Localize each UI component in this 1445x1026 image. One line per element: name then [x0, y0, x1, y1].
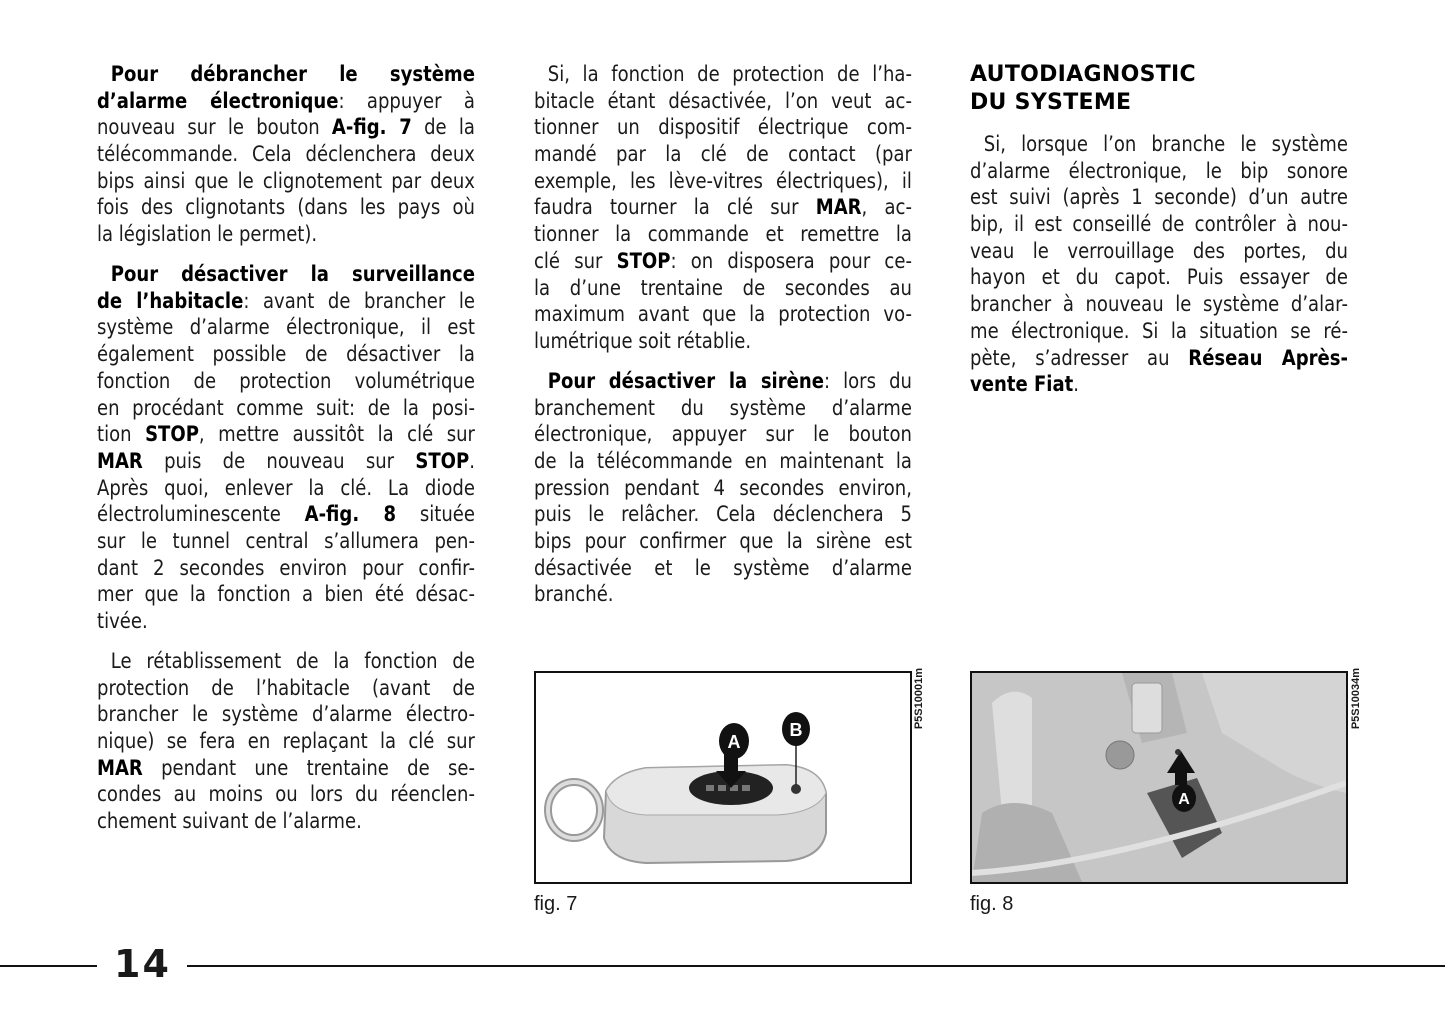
text-line — [97, 501, 475, 528]
text-line — [97, 448, 475, 475]
body-text: brancher à nouveau le système d’alar- — [970, 292, 1348, 317]
bold-text: STOP — [415, 448, 470, 473]
paragraph — [534, 61, 912, 355]
figure-7-code: P5S10001m — [913, 668, 925, 730]
text-line — [534, 475, 912, 502]
body-text: pète, s’adresser au — [970, 345, 1189, 370]
text-line — [97, 114, 475, 141]
text-line — [97, 221, 475, 248]
text-line — [97, 288, 475, 315]
column-3 — [970, 61, 1348, 411]
text-line — [534, 275, 912, 302]
body-text: est suivi (après 1 seconde) d’un autre — [970, 185, 1348, 210]
text-line — [534, 141, 912, 168]
body-text: pendant une trentaine de se- — [142, 755, 475, 780]
remote-key-fob-illustration — [536, 673, 910, 882]
body-text: nique) se fera en replaçant la clé sur — [97, 729, 475, 754]
bold-text: Réseau Après- — [1188, 345, 1348, 370]
bold-text: Pour désactiver la sirène — [547, 368, 824, 393]
heading-line: AUTODIAGNOSTIC — [970, 62, 1196, 87]
heading-line: DU SYSTEME — [970, 90, 1132, 115]
body-text: veau le verrouillage des portes, du — [970, 238, 1348, 263]
central-tunnel-photo — [972, 673, 1346, 882]
text-line — [970, 238, 1348, 265]
body-text: , mettre aussitôt la clé sur — [198, 422, 475, 447]
body-text: pression pendant 4 secondes environ, — [534, 475, 912, 500]
text-line — [970, 264, 1348, 291]
paragraph — [97, 648, 475, 835]
text-line — [97, 728, 475, 755]
text-line — [97, 675, 475, 702]
bold-text: A-fig. 8 — [304, 502, 397, 527]
body-text: télécommande. Cela déclenchera deux — [97, 142, 475, 167]
text-line — [97, 261, 475, 288]
text-line — [534, 168, 912, 195]
body-text: : avant de brancher le — [243, 288, 475, 313]
body-text: électroluminescente — [97, 502, 305, 527]
body-text: me électronique. Si la situation se ré- — [970, 318, 1348, 343]
figure-8-caption: fig. 8 — [970, 893, 1014, 915]
page-number: 14 — [114, 942, 171, 986]
text-line — [534, 301, 912, 328]
body-text: tionner la commande et remettre la — [534, 222, 912, 247]
body-text: : on disposera pour ce- — [670, 248, 912, 273]
bold-text: A-fig. 7 — [331, 115, 412, 140]
body-text: située — [396, 502, 475, 527]
body-text: la d’une trentaine de secondes au — [534, 275, 912, 300]
figure-7-caption: fig. 7 — [534, 893, 578, 915]
body-text: fonction de protection volumétrique — [97, 368, 475, 393]
footer-rule-right — [187, 965, 1445, 967]
text-line — [534, 448, 912, 475]
body-text: : appuyer à — [338, 88, 475, 113]
body-text: dant 2 secondes environ pour confir- — [97, 555, 475, 580]
body-text: protection de l’habitacle (avant de — [97, 675, 475, 700]
text-line — [534, 501, 912, 528]
section-heading — [970, 61, 1348, 117]
bold-text: STOP — [145, 422, 199, 447]
text-line — [97, 701, 475, 728]
body-text: branché. — [534, 582, 614, 607]
text-line — [534, 555, 912, 582]
body-text: système d’alarme électronique, il est — [97, 315, 475, 340]
paragraph — [97, 61, 475, 248]
bold-text: Pour débrancher le système — [110, 62, 475, 86]
bold-text: MAR — [815, 195, 862, 220]
text-line — [534, 395, 912, 422]
text-line — [970, 131, 1348, 158]
text-line — [534, 221, 912, 248]
text-line — [534, 421, 912, 448]
body-text: bips ainsi que le clignotement par deux — [97, 168, 475, 193]
bold-text: MAR — [97, 448, 143, 473]
text-line — [534, 368, 912, 395]
body-text: bip, il est conseillé de contrôler à nou- — [970, 212, 1348, 237]
callout-a: A — [727, 732, 741, 752]
body-text: puis de nouveau sur — [142, 448, 416, 473]
body-text: désactivée et le système d’alarme — [534, 555, 912, 580]
callout-a: A — [1178, 791, 1190, 808]
text-line — [97, 88, 475, 115]
text-line — [97, 421, 475, 448]
paragraph — [970, 131, 1348, 398]
text-line — [97, 648, 475, 675]
text-line — [534, 61, 912, 88]
column-2 — [534, 61, 912, 621]
figure-8-central-tunnel — [970, 671, 1348, 884]
body-text: Le rétablissement de la fonction de — [110, 649, 475, 674]
body-text: tionner un dispositif électrique com- — [534, 115, 912, 140]
text-line — [97, 581, 475, 608]
text-line — [97, 528, 475, 555]
body-text: fois des clignotants (dans les pays où — [97, 195, 475, 220]
body-text: . — [1073, 372, 1080, 397]
body-text: chement suivant de l’alarme. — [97, 809, 362, 834]
body-text: sur le tunnel central s’allumera pen- — [97, 528, 475, 553]
body-text: puis le relâcher. Cela déclenchera 5 — [534, 502, 912, 527]
body-text: maximum avant que la protection vo- — [534, 302, 912, 327]
text-line — [97, 314, 475, 341]
text-line — [97, 755, 475, 782]
bold-text: vente Fiat — [970, 372, 1074, 397]
bold-text: Pour désactiver la surveillance — [110, 262, 475, 287]
bold-text: d’alarme électronique — [97, 88, 339, 113]
body-text: branchement du système d’alarme — [534, 395, 912, 420]
text-line — [97, 194, 475, 221]
paragraph — [534, 368, 912, 608]
body-text: condes au moins ou lors du réenclen- — [97, 782, 475, 807]
body-text: bips pour confirmer que la sirène est — [534, 528, 912, 553]
figure-8-code: P5S10034m — [1350, 668, 1362, 730]
text-line — [97, 61, 475, 88]
text-line — [970, 211, 1348, 238]
body-text: tion — [97, 422, 146, 447]
body-text: brancher le système d’alarme électro- — [97, 702, 475, 727]
text-line — [534, 88, 912, 115]
body-text: : lors du — [823, 368, 912, 393]
body-text: en procédant comme suit: de la posi- — [97, 395, 475, 420]
body-text: Si, la fonction de protection de l’ha- — [547, 62, 912, 86]
footer-rule-left — [0, 965, 97, 967]
text-line — [970, 291, 1348, 318]
text-line — [970, 184, 1348, 211]
text-line — [97, 781, 475, 808]
figure-7-remote-control — [534, 671, 912, 884]
text-line — [97, 608, 475, 635]
bold-text: de l’habitacle — [97, 288, 244, 313]
text-line — [97, 168, 475, 195]
text-line — [97, 141, 475, 168]
body-text: tivée. — [97, 609, 148, 634]
body-text: de la télécommande en maintenant la — [534, 448, 912, 473]
callout-b: B — [789, 720, 803, 740]
body-text: exemple, les lève-vitres électriques), il — [534, 168, 912, 193]
text-line — [970, 158, 1348, 185]
text-line — [534, 328, 912, 355]
column-1 — [97, 61, 475, 848]
body-text: faudra tourner la clé sur — [534, 195, 816, 220]
text-line — [534, 194, 912, 221]
body-text: . — [469, 448, 475, 473]
text-line — [97, 395, 475, 422]
body-text: également possible de désactiver la — [97, 342, 475, 367]
text-line — [97, 368, 475, 395]
body-text: de la — [411, 115, 475, 140]
body-text: Si, lorsque l’on branche le système — [983, 132, 1348, 156]
text-line — [97, 808, 475, 835]
body-text: lumétrique soit rétablie. — [534, 328, 752, 353]
body-text: électronique, appuyer sur le bouton — [534, 422, 912, 447]
body-text: mer que la fonction a bien été désac- — [97, 582, 475, 607]
text-line — [534, 581, 912, 608]
text-line — [534, 248, 912, 275]
text-line — [97, 475, 475, 502]
body-text: la législation le permet). — [97, 222, 318, 247]
text-line — [970, 345, 1348, 372]
body-text: bitacle étant désactivée, l’on veut ac- — [534, 88, 912, 113]
text-line — [534, 528, 912, 555]
body-text: Après quoi, enlever la clé. La diode — [97, 475, 475, 500]
text-line — [534, 114, 912, 141]
body-text: hayon et du capot. Puis essayer de — [970, 265, 1348, 290]
body-text: , ac- — [861, 195, 912, 220]
text-line — [970, 318, 1348, 345]
bold-text: MAR — [97, 755, 143, 780]
text-line — [97, 555, 475, 582]
body-text: d’alarme électronique, le bip sonore — [970, 158, 1348, 183]
paragraph — [97, 261, 475, 635]
bold-text: STOP — [616, 248, 671, 273]
body-text: mandé par la clé de contact (par — [534, 142, 912, 167]
body-text: clé sur — [534, 248, 617, 273]
body-text: nouveau sur le bouton — [97, 115, 332, 140]
text-line — [970, 371, 1348, 398]
text-line — [97, 341, 475, 368]
